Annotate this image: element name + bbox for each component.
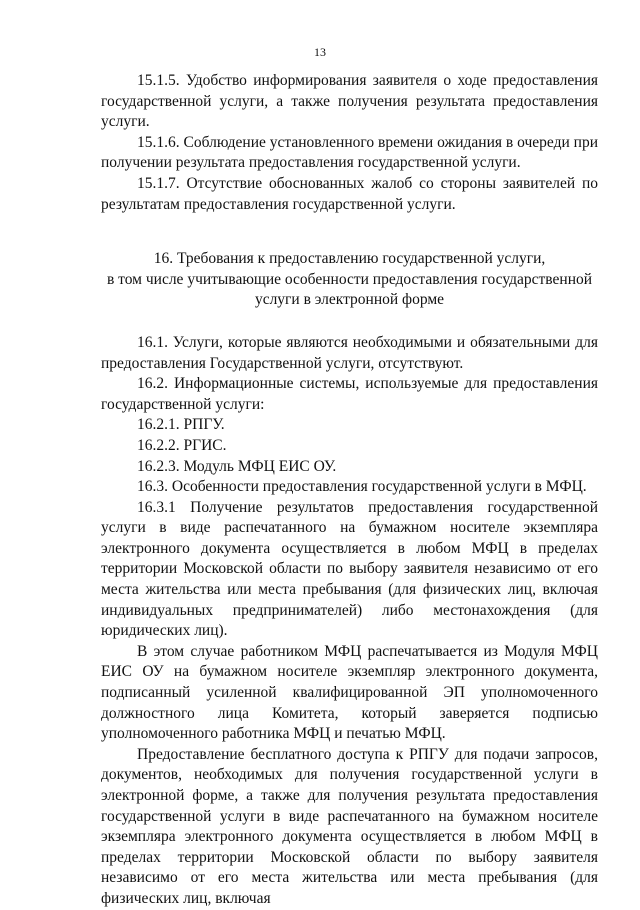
paragraph-16-2-3: 16.2.3. Модуль МФЦ ЕИС ОУ.: [137, 457, 337, 475]
page-number: 13: [314, 45, 326, 59]
paragraph-16-3: 16.3. Особенности предоставления государственной услуги в МФЦ.: [137, 478, 587, 496]
paragraph-16-2-2: 16.2.2. РГИС.: [137, 436, 227, 454]
paragraph-15-1-7: 15.1.7. Отсутствие обоснованных жалоб со стороны заявителей по результатам предоставления государственной услуги.: [101, 174, 598, 213]
paragraph-16-2-1: 16.2.1. РПГУ.: [137, 416, 225, 434]
paragraph-16-3-1: 16.3.1 Получение результатов предоставления государственной услуги в виде распечатанного на бумажном носителе экземпляра электронного документа осуществляется в любом МФЦ в пределах территории Московской области по выбору заявителя независимо от его места жительства или места пребывания (для физических лиц, включая индивидуальных предпринимателей) либо местонахождения (для юридических лиц).: [101, 498, 598, 640]
paragraph-15-1-6: 15.1.6. Соблюдение установленного времени ожидания в очереди при получении результата предоставления государственной услуги.: [101, 133, 598, 172]
heading-line: 16. Требования к предоставлению государственной услуги,: [153, 250, 546, 268]
paragraph-16-1: 16.1. Услуги, которые являются необходимыми и обязательными для предоставления Государственной услуги, отсутствуют.: [101, 333, 598, 372]
paragraph-free-access: Предоставление бесплатного доступа к РПГУ для подачи запросов, документов, необходимых для получения государственной услуги в электронной форме, а также для получения результата предоставления государственной услуги в виде распечатанного на бумажном носителе экземпляра электронного документа осуществляется в любом МФЦ в пределах территории Московской области по выбору заявителя независимо от его места жительства или места пребывания (для физических лиц, включая: [101, 745, 598, 907]
heading-line: в том числе учитывающие особенности предоставления государственной: [106, 270, 593, 288]
paragraph-16-2: 16.2. Информационные системы, используемые для предоставления государственной услуги:: [101, 375, 598, 413]
heading-line: услуги в электронной форме: [254, 291, 445, 309]
paragraph-15-1-5: 15.1.5. Удобство информирования заявителя о ходе предоставления государственной услуги, а также получения результата предоставления услуги.: [101, 72, 598, 131]
section-16-heading: [101, 249, 598, 311]
paragraph-mfc-print: В этом случае работником МФЦ распечатывается из Модуля МФЦ ЕИС ОУ на бумажном носителе экземпляр электронного документа, подписанный усиленной квалифицированной ЭП уполномоченного должностного лица Комитета, который заверяется подписью уполномоченного работника МФЦ и печатью МФЦ.: [101, 642, 598, 743]
document-body: [101, 71, 598, 910]
